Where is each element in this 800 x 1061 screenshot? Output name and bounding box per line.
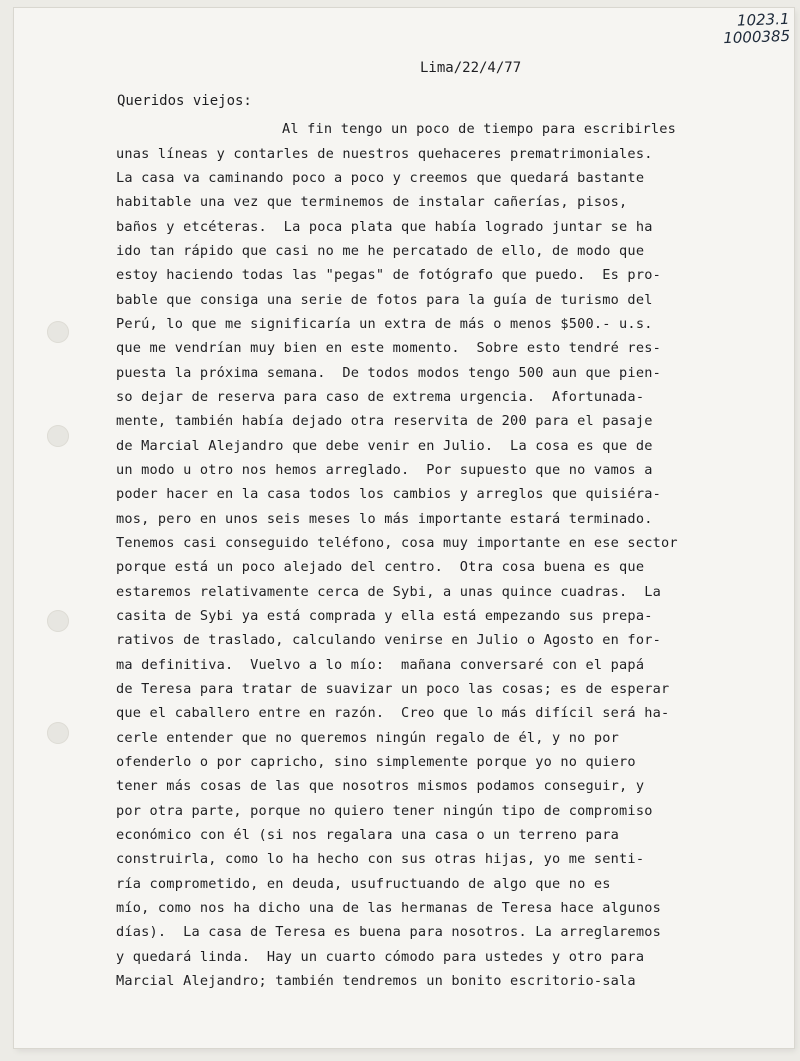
letter-line: mente, también había dejado otra reservita de 200 para el pasaje [116,413,653,429]
letter-line: Marcial Alejandro; también tendremos un bonito escritorio-sala [116,973,636,989]
letter-line: días). La casa de Teresa es buena para nosotros. La arreglaremos [116,924,661,940]
letter-line: casita de Sybi ya está comprada y ella está empezando sus prepa- [116,608,653,624]
punch-hole [47,425,69,447]
letter-line: económico con él (si nos regalara una casa o un terreno para [116,827,620,843]
punch-hole [47,321,69,343]
punch-hole [47,722,69,744]
letter-line: La casa va caminando poco a poco y creemos que quedará bastante [116,170,645,186]
letter-line: Tenemos casi conseguido teléfono, cosa muy importante en ese sector [116,535,678,551]
letter-line: ría comprometido, en deuda, usufructuando de algo que no es [116,876,611,892]
letter-line: por otra parte, porque no quiero tener ningún tipo de compromiso [116,803,653,819]
letter-line: baños y etcéteras. La poca plata que había logrado juntar se ha [116,219,653,235]
letter-line: de Marcial Alejandro que debe venir en Julio. La cosa es que de [116,438,653,454]
letter-line: porque está un poco alejado del centro. Otra cosa buena es que [116,559,645,575]
letter-line: ido tan rápido que casi no me he percatado de ello, de modo que [116,243,645,259]
letter-line: ma definitiva. Vuelvo a lo mío: mañana conversaré con el papá [116,657,645,673]
letter-line: poder hacer en la casa todos los cambios y arreglos que quisiéra- [116,486,661,502]
letter-line: mos, pero en unos seis meses lo más importante estará terminado. [116,511,653,527]
letter-line: rativos de traslado, calculando venirse en Julio o Agosto en for- [116,632,661,648]
letter-line: so dejar de reserva para caso de extrema urgencia. Afortunada- [116,389,645,405]
letter-line: puesta la próxima semana. De todos modos tengo 500 aun que pien- [116,365,661,381]
letter-line: habitable una vez que terminemos de instalar cañerías, pisos, [116,194,628,210]
punch-hole [47,610,69,632]
letter-line: Al fin tengo un poco de tiempo para escribirles [282,121,677,137]
letter-line: mío, como nos ha dicho una de las hermanas de Teresa hace algunos [116,900,661,916]
letter-line: y quedará linda. Hay un cuarto cómodo para ustedes y otro para [116,949,645,965]
letter-line: construirla, como lo ha hecho con sus otras hijas, yo me senti- [116,851,645,867]
archive-code-annotation [723,11,791,47]
letter-salutation: Queridos viejos: [117,93,252,109]
letter-line: unas líneas y contarles de nuestros quehaceres prematrimoniales. [116,146,653,162]
letter-line: que el caballero entre en razón. Creo que lo más difícil será ha- [116,705,670,721]
letter-line: estoy haciendo todas las "pegas" de fotógrafo que puedo. Es pro- [116,267,661,283]
letter-line: Perú, lo que me significaría un extra de más o menos $500.- u.s. [116,316,653,332]
letter-line: ofenderlo o por capricho, sino simplemente porque yo no quiero [116,754,636,770]
letter-line: un modo u otro nos hemos arreglado. Por supuesto que no vamos a [116,462,653,478]
letter-line: tener más cosas de las que nosotros mismos podamos conseguir, y [116,778,645,794]
letter-line: de Teresa para tratar de suavizar un poco las cosas; es de esperar [116,681,670,697]
letter-line: estaremos relativamente cerca de Sybi, a unas quince cuadras. La [116,584,661,600]
letter-line: bable que consiga una serie de fotos para la guía de turismo del [116,292,653,308]
letter-line: cerle entender que no queremos ningún regalo de él, y no por [116,730,620,746]
archive-code-line-1: 1023.1 [736,9,790,30]
letter-date: Lima/22/4/77 [420,60,522,76]
letter-page [14,8,794,1048]
archive-code-line-2: 1000385 [723,26,791,48]
letter-line: que me vendrían muy bien en este momento. Sobre esto tendré res- [116,340,661,356]
